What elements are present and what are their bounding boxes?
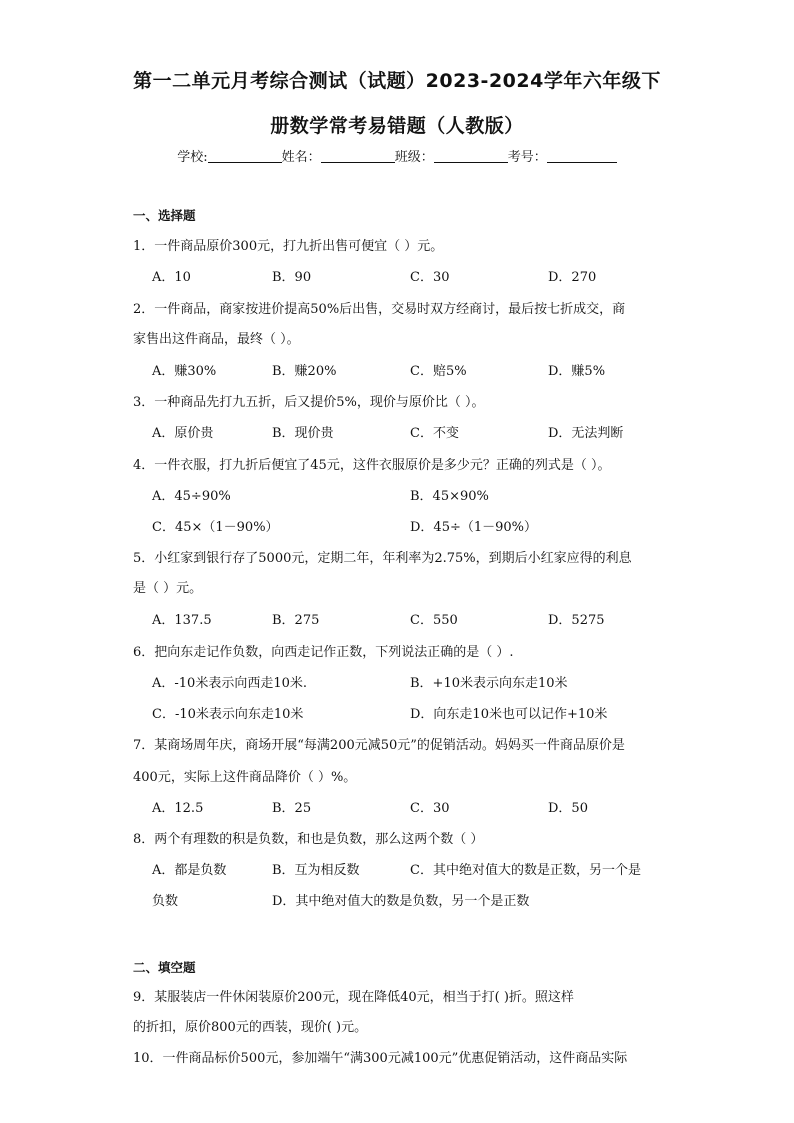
question-9-line-2: 的折扣，原价800元的西装，现价( )元。	[133, 1020, 368, 1035]
exam-no-label: 考号：	[507, 150, 547, 165]
question-3-option-b[interactable]: B．现价贵	[272, 426, 334, 441]
question-1-stem: 1．一件商品原价300元，打九折出售可便宜（ ）元。	[133, 239, 444, 254]
question-7-stem-line-1: 7．某商场周年庆，商场开展“每满200元减50元”的促销活动。妈妈买一件商品原价是	[133, 738, 625, 753]
question-8-option-c-continued: 负数	[152, 894, 179, 909]
question-6-option-d[interactable]: D．向东走10米也可以记作+10米	[410, 707, 608, 722]
question-9-line-1: 9．某服装店一件休闲装原价200元，现在降低40元，相当于打( )折。照这样	[133, 990, 574, 1005]
question-3-option-a[interactable]: A．原价贵	[152, 426, 214, 441]
class-label: 班级：	[394, 150, 434, 165]
name-label: 姓名：	[281, 150, 321, 165]
question-1-option-d[interactable]: D．270	[548, 270, 597, 285]
section-heading-fill-blank: 二、填空题	[133, 960, 196, 975]
question-7-option-a[interactable]: A．12.5	[152, 801, 204, 816]
document-title-line-2: 册数学常考易错题（人教版）	[270, 115, 524, 137]
question-2-option-c[interactable]: C．赔5%	[410, 364, 467, 379]
question-3-option-d[interactable]: D．无法判断	[548, 426, 624, 441]
question-4-stem: 4．一件衣服，打九折后便宜了45元，这件衣服原价是多少元？正确的列式是（ ）。	[133, 458, 611, 473]
question-7-option-b[interactable]: B．25	[272, 801, 312, 816]
question-2-stem-line-1: 2．一件商品，商家按进价提高50%后出售，交易时双方经商讨，最后按七折成交，商	[133, 302, 626, 317]
question-8-option-b[interactable]: B．互为相反数	[272, 863, 360, 878]
question-7-option-d[interactable]: D．50	[548, 801, 588, 816]
question-8-option-c[interactable]: C．其中绝对值大的数是正数，另一个是	[410, 863, 641, 878]
question-7-stem-line-2: 400元，实际上这件商品降价（ ）%。	[133, 770, 357, 785]
question-5-option-d[interactable]: D．5275	[548, 613, 605, 628]
exam-no-blank[interactable]	[547, 148, 617, 163]
question-4-option-a[interactable]: A．45÷90%	[152, 489, 231, 504]
question-2-option-a[interactable]: A．赚30%	[152, 364, 217, 379]
question-3-stem: 3．一种商品先打九五折，后又提价5%，现价与原价比（ ）。	[133, 395, 485, 410]
question-6-stem: 6．把向东走记作负数，向西走记作正数，下列说法正确的是（ ）.	[133, 645, 514, 660]
question-1-option-a[interactable]: A．10	[152, 270, 191, 285]
question-1-option-c[interactable]: C．30	[410, 270, 450, 285]
question-4-option-c[interactable]: C．45×（1－90%）	[152, 520, 279, 535]
question-8-stem: 8．两个有理数的积是负数，和也是负数，那么这两个数（ ）	[133, 832, 484, 847]
question-6-option-c[interactable]: C．-10米表示向东走10米	[152, 707, 304, 722]
question-8-option-d[interactable]: D．其中绝对值大的数是负数，另一个是正数	[272, 894, 530, 909]
question-4-option-d[interactable]: D．45÷（1－90%）	[410, 520, 538, 535]
question-2-option-b[interactable]: B．赚20%	[272, 364, 337, 379]
class-blank[interactable]	[434, 148, 508, 163]
question-2-option-d[interactable]: D．赚5%	[548, 364, 606, 379]
question-4-option-b[interactable]: B．45×90%	[410, 489, 489, 504]
question-6-option-a[interactable]: A．-10米表示向西走10米.	[152, 676, 307, 691]
question-3-option-c[interactable]: C．不变	[410, 426, 459, 441]
question-5-option-b[interactable]: B．275	[272, 613, 320, 628]
school-blank[interactable]	[208, 148, 282, 163]
question-5-stem-line-1: 5．小红家到银行存了5000元，定期二年，年利率为2.75%，到期后小红家应得的利息	[133, 551, 632, 566]
question-5-stem-line-2: 是（ ）元。	[133, 581, 203, 596]
section-heading-choice: 一、选择题	[133, 208, 196, 223]
question-5-option-a[interactable]: A．137.5	[152, 613, 212, 628]
question-10-line-1: 10．一件商品标价500元，参加端午“满300元减100元”优惠促销活动，这件商品实际	[133, 1051, 628, 1066]
document-title-line-1: 第一二单元月考综合测试（试题）2023-2024学年六年级下	[133, 70, 661, 92]
question-1-option-b[interactable]: B．90	[272, 270, 312, 285]
question-5-option-c[interactable]: C．550	[410, 613, 458, 628]
name-blank[interactable]	[321, 148, 395, 163]
student-info-row	[0, 146, 794, 165]
question-8-option-a[interactable]: A．都是负数	[152, 863, 227, 878]
question-7-option-c[interactable]: C．30	[410, 801, 450, 816]
school-label: 学校:	[177, 150, 208, 165]
question-6-option-b[interactable]: B．+10米表示向东走10米	[410, 676, 568, 691]
question-2-stem-line-2: 家售出这件商品，最终（ ）。	[133, 332, 300, 347]
